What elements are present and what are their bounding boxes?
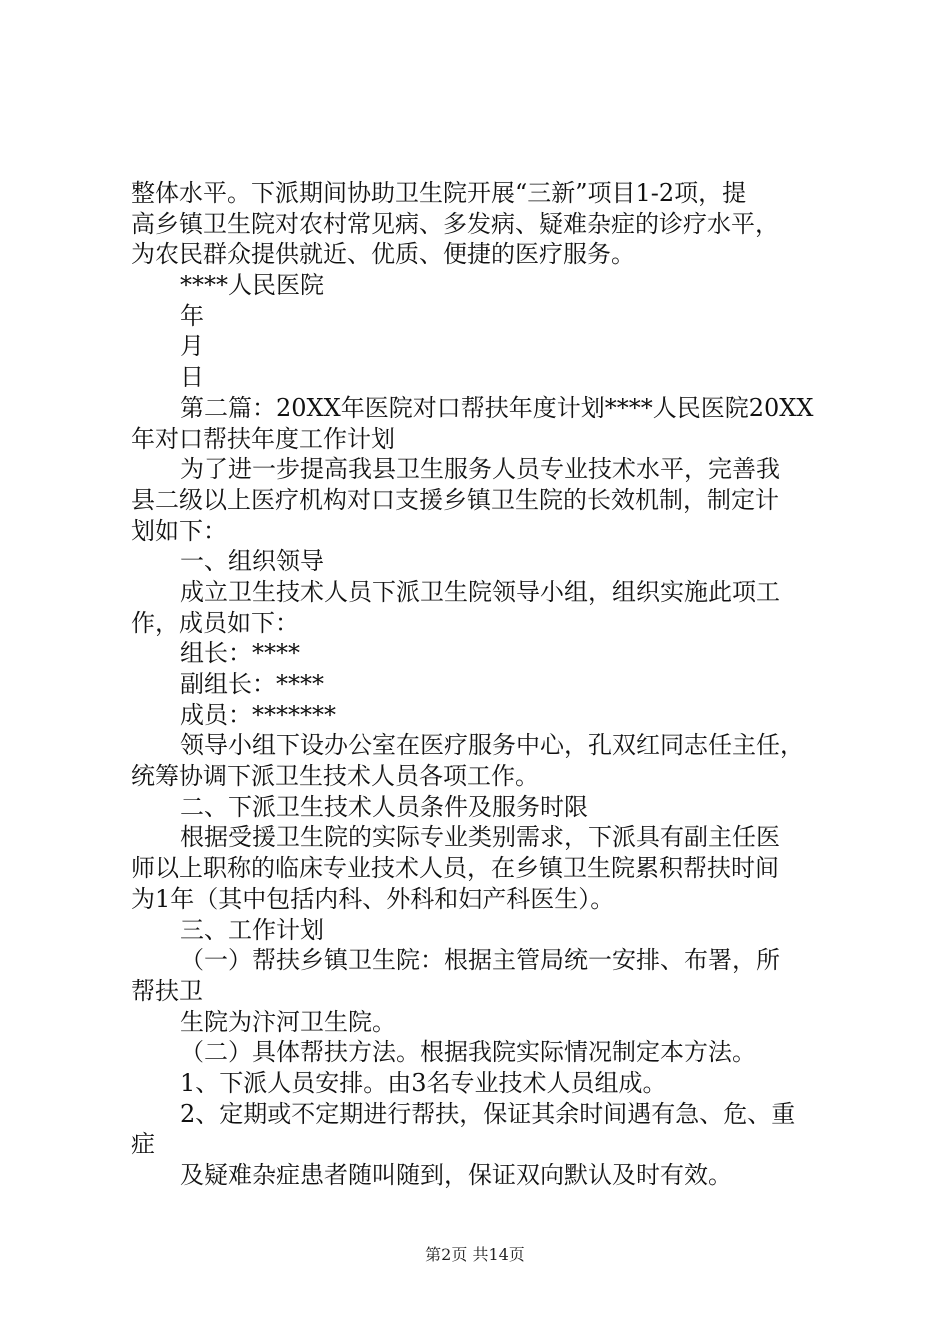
text-line: 作，成员如下：	[131, 608, 299, 637]
text-line: 2、定期或不定期进行帮扶，保证其余时间遇有急、危、重	[180, 1099, 796, 1128]
text-line: 为农民群众提供就近、优质、便捷的医疗服务。	[131, 240, 635, 269]
text-line: 二、下派卫生技术人员条件及服务时限	[180, 792, 588, 821]
text-line: 师以上职称的临床专业技术人员，在乡镇卫生院累积帮扶时间	[131, 854, 779, 883]
document-body	[131, 178, 831, 1191]
text-line: 根据受援卫生院的实际专业类别需求，下派具有副主任医	[180, 823, 780, 852]
text-line: 帮扶卫	[131, 976, 203, 1005]
text-line: 1、下派人员安排。由3名专业技术人员组成。	[180, 1068, 667, 1097]
text-line: 第二篇：20XX年医院对口帮扶年度计划****人民医院20XX	[180, 393, 814, 422]
text-line: 及疑难杂症患者随叫随到，保证双向默认及时有效。	[180, 1161, 732, 1189]
text-line: 月	[180, 332, 204, 361]
text-line: 县二级以上医疗机构对口支援乡镇卫生院的长效机制，制定计	[131, 485, 779, 514]
text-line: ****人民医院	[180, 271, 324, 300]
text-line: 三、工作计划	[180, 915, 324, 944]
text-line: 生院为汴河卫生院。	[180, 1007, 396, 1036]
text-line: 整体水平。下派期间协助卫生院开展“三新”项目1-2项，提	[131, 179, 747, 207]
text-line: 统筹协调下派卫生技术人员各项工作。	[131, 762, 539, 791]
text-line: 组长：****	[180, 639, 300, 668]
text-line: 领导小组下设办公室在医疗服务中心，孔双红同志任主任，	[180, 731, 804, 760]
text-line: 划如下：	[131, 516, 227, 545]
text-line: 症	[131, 1130, 155, 1159]
text-line: 成员：*******	[180, 700, 336, 729]
text-line: 一、组织领导	[180, 547, 324, 576]
text-line: 高乡镇卫生院对农村常见病、多发病、疑难杂症的诊疗水平，	[131, 209, 779, 238]
text-line: （一）帮扶乡镇卫生院：根据主管局统一安排、布署，所	[180, 946, 780, 975]
text-line: （二）具体帮扶方法。根据我院实际情况制定本方法。	[180, 1038, 756, 1067]
text-line: 为了进一步提高我县卫生服务人员专业技术水平，完善我	[180, 455, 780, 484]
page-footer: 第2页 共14页	[425, 1245, 525, 1264]
text-line: 年	[180, 301, 204, 330]
text-line: 日	[180, 363, 204, 392]
text-line: 成立卫生技术人员下派卫生院领导小组，组织实施此项工	[180, 577, 780, 606]
text-line: 年对口帮扶年度工作计划	[131, 424, 395, 453]
text-line: 副组长：****	[180, 670, 324, 698]
text-line: 为1年（其中包括内科、外科和妇产科医生）。	[131, 884, 615, 913]
